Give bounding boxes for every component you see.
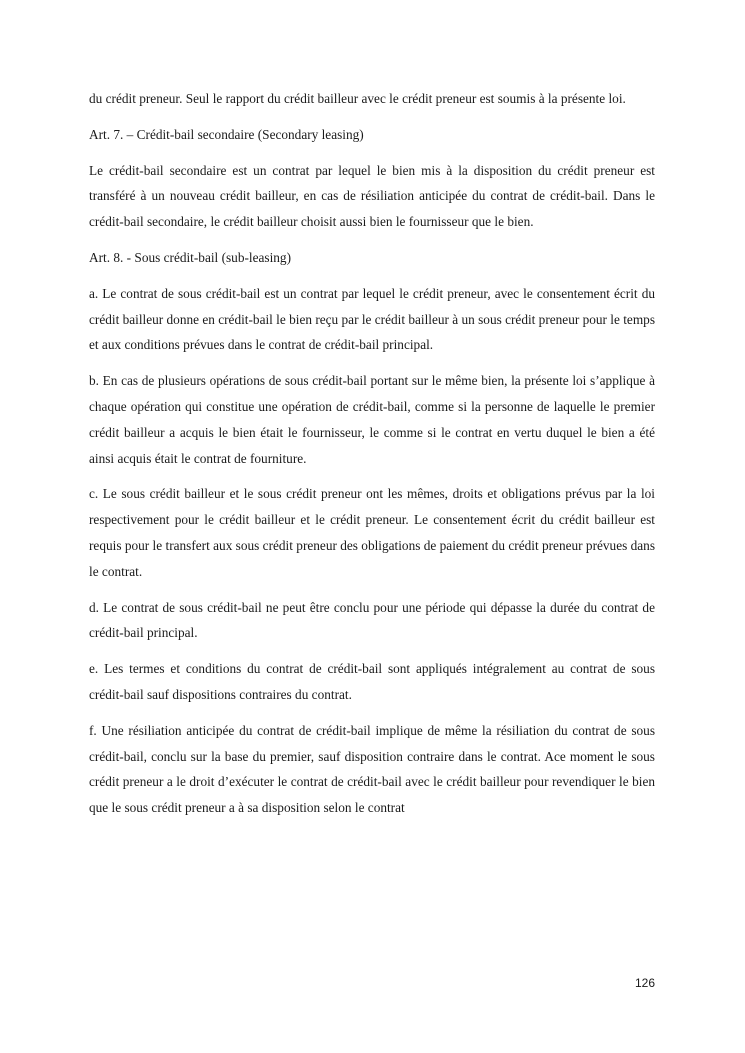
paragraph-art-8-e: e. Les termes et conditions du contrat de crédit-bail sont appliqués intégralement au contrat de sous crédit-bail sauf dispositions contraires du contrat. — [89, 661, 655, 702]
paragraph-art-8-a: a. Le contrat de sous crédit-bail est un contrat par lequel le crédit preneur, avec le consentement écrit du crédit bailleur donne en crédit-bail le bien reçu par le crédit bailleur à un sous crédit preneur pour le temps et aux conditions prévues dans le contrat de crédit-bail principal. — [89, 285, 655, 353]
paragraph-continuation: du crédit preneur. Seul le rapport du crédit bailleur avec le crédit preneur est soumis à la présente loi. — [89, 91, 626, 106]
paragraph-art-8-c: c. Le sous crédit bailleur et le sous crédit preneur ont les mêmes, droits et obligations prévus par la loi respectivement pour le crédit bailleur et le crédit preneur. Le consentement écrit du crédit bailleur est requis pour le transfert aux sous crédit preneur des obligations de paiement du crédit preneur prévues dans le contrat. — [89, 486, 655, 579]
heading-art-8: Art. 8. - Sous crédit-bail (sub-leasing) — [89, 249, 291, 265]
document-body — [89, 86, 655, 831]
paragraph-art-8-b: b. En cas de plusieurs opérations de sous crédit-bail portant sur le même bien, la présente loi s’applique à chaque opération qui constitue une opération de crédit-bail, comme si la personne de laquelle le premier crédit bailleur a acquis le bien était le fournisseur, le comme si le contrat en vertu duquel le bien a été ainsi acquis était le contrat de fourniture. — [89, 373, 655, 466]
page-number: 126 — [634, 976, 655, 990]
paragraph-art-7: Le crédit-bail secondaire est un contrat par lequel le bien mis à la disposition du crédit preneur est transféré à un nouveau crédit bailleur, en cas de résiliation anticipée du contrat de crédit-bail. Dans le crédit-bail secondaire, le crédit bailleur choisit aussi bien le fournisseur que le bien. — [89, 162, 655, 230]
paragraph-art-8-d: d. Le contrat de sous crédit-bail ne peut être conclu pour une période qui dépasse la durée du contrat de crédit-bail principal. — [89, 599, 655, 641]
paragraph-art-8-f: f. Une résiliation anticipée du contrat de crédit-bail implique de même la résiliation du contrat de sous crédit-bail, conclu sur la base du premier, sauf disposition contraire dans le contrat. Ace moment le sous crédit preneur a le droit d’exécuter le contrat de crédit-bail avec le crédit bailleur pour revendiquer le bien que le sous crédit preneur a à sa disposition selon le contrat — [89, 722, 655, 816]
heading-art-7: Art. 7. – Crédit-bail secondaire (Secondary leasing) — [89, 126, 364, 142]
